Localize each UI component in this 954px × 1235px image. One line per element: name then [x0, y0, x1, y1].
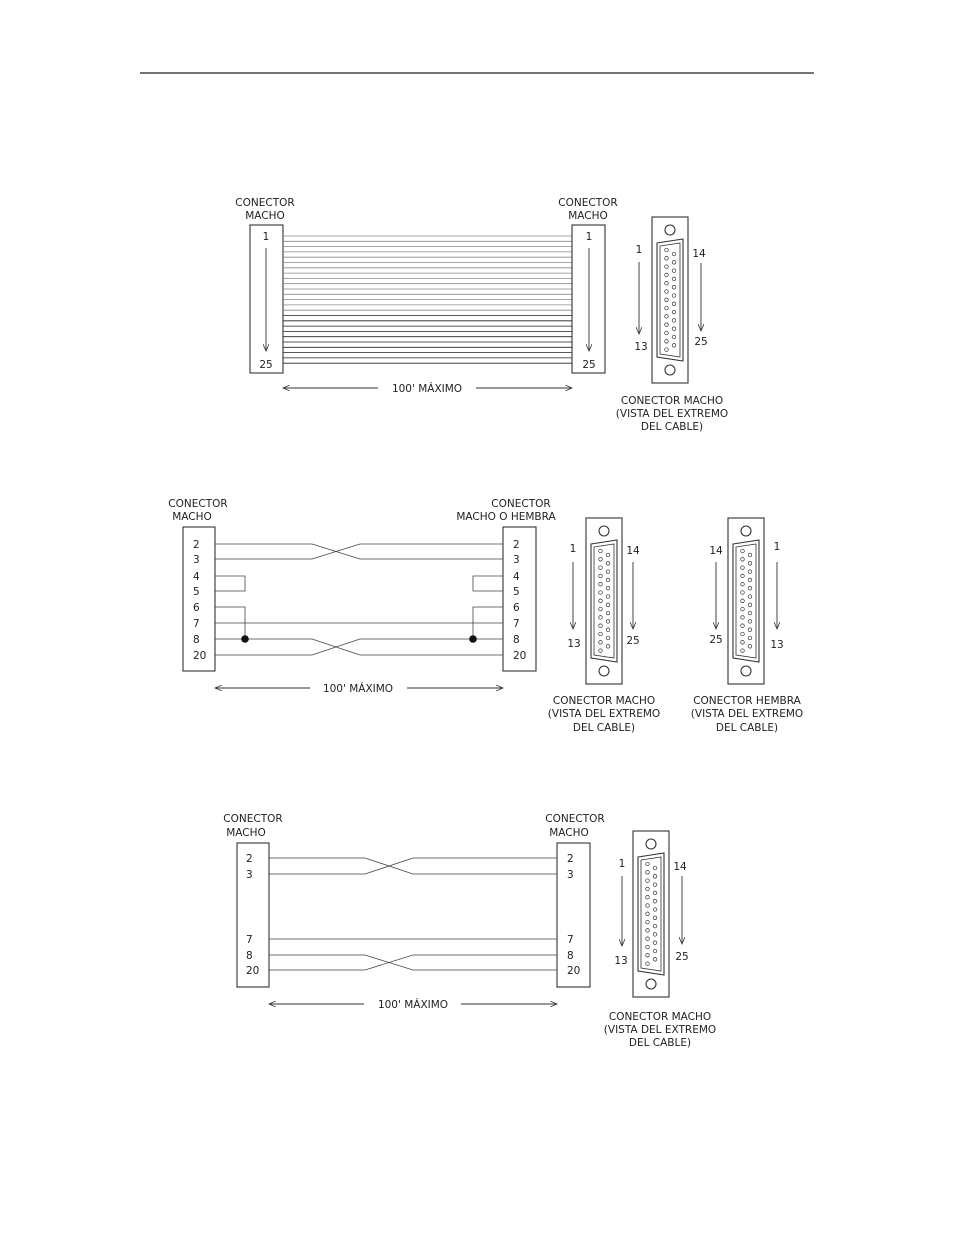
d2-length-label: 100' MÁXIMO	[322, 683, 394, 695]
d2-male-pin-13: 13	[567, 638, 581, 650]
pin-number-label: 7	[567, 934, 574, 946]
d3-wiring	[269, 858, 557, 970]
d2-male-pin-1: 1	[569, 543, 577, 555]
d1-db25-male-end-view	[652, 217, 688, 383]
d3-end-view-pin-13: 13	[614, 955, 628, 967]
d3-end-view-pin-25: 25	[675, 951, 689, 963]
d2-wire-8-to-20	[215, 639, 503, 655]
d2-female-pin-14: 14	[709, 545, 723, 557]
d3-wire-2-to-3	[269, 858, 557, 874]
d3-wire-20-to-8	[269, 955, 557, 970]
pin-number-label: 3	[193, 554, 200, 566]
d1-end-view-pin-25: 25	[694, 336, 708, 348]
d2-female-pin-1: 1	[773, 541, 781, 553]
d1-length-label: 100' MÁXIMO	[391, 383, 463, 395]
pin-number-label: 8	[567, 950, 574, 962]
pin-number-label: 7	[513, 618, 520, 630]
d1-end-view-pin-1: 1	[635, 244, 643, 256]
d3-wire-8-to-20	[269, 955, 557, 970]
d1-right-pin-end: 25	[582, 359, 596, 371]
d2-left-loop-4-5	[215, 576, 245, 591]
d2-left-connector-label-1: CONECTOR	[168, 498, 228, 510]
d3-end-view-pin-1: 1	[618, 858, 626, 870]
d3-caption-3: DEL CABLE)	[628, 1037, 692, 1049]
d3-caption-2: (VISTA DEL EXTREMO	[603, 1024, 717, 1036]
pin-number-label: 3	[246, 869, 253, 881]
d1-left-connector-label-1: CONECTOR	[235, 197, 295, 209]
d2-female-pin-25: 25	[709, 634, 723, 646]
d2-left-junction-dot	[241, 635, 249, 643]
d1-right-connector-label-1: CONECTOR	[558, 197, 618, 209]
d3-wire-3-to-2	[269, 858, 557, 874]
d2-db25-female-end-view	[728, 518, 764, 684]
d1-caption-2: (VISTA DEL EXTREMO	[615, 408, 729, 420]
d1-right-connector-label-2: MACHO	[568, 210, 608, 222]
d3-caption-1: CONECTOR MACHO	[608, 1011, 712, 1023]
d1-right-pin-start: 1	[585, 231, 593, 243]
pin-number-label: 8	[193, 634, 200, 646]
d2-male-caption-2: (VISTA DEL EXTREMO	[547, 708, 661, 720]
diagram-3-null-modem-simple	[223, 813, 716, 1049]
d2-female-caption-3: DEL CABLE)	[715, 722, 779, 734]
d1-left-pin-end: 25	[259, 359, 273, 371]
d2-male-pin-14: 14	[626, 545, 640, 557]
d3-length-label: 100' MÁXIMO	[377, 999, 449, 1011]
d3-db25-male-end-view	[633, 831, 669, 997]
d3-end-view-pin-14: 14	[673, 861, 687, 873]
d2-male-caption-1: CONECTOR MACHO	[552, 695, 656, 707]
pin-number-label: 2	[567, 853, 574, 865]
d2-wiring	[215, 544, 503, 655]
d3-left-connector-label-1: CONECTOR	[223, 813, 283, 825]
d3-right-connector-label-1: CONECTOR	[545, 813, 605, 825]
d2-right-loop-4-5	[473, 576, 503, 591]
d2-female-caption-1: CONECTOR HEMBRA	[693, 695, 801, 707]
pin-number-label: 7	[193, 618, 200, 630]
pin-number-label: 2	[246, 853, 253, 865]
d1-end-view-pin-14: 14	[692, 248, 706, 260]
pin-number-label: 6	[513, 602, 520, 614]
diagram-1-straight-25-pin	[235, 197, 728, 433]
pin-number-label: 20	[246, 965, 260, 977]
d1-left-pin-start: 1	[262, 231, 270, 243]
d1-left-connector-label-2: MACHO	[245, 210, 285, 222]
pin-number-label: 20	[513, 650, 527, 662]
d1-end-view-pin-13: 13	[634, 341, 648, 353]
d3-left-connector-label-2: MACHO	[226, 827, 266, 839]
d2-db25-male-end-view	[586, 518, 622, 684]
d1-right-connector-body	[572, 225, 605, 373]
d2-female-pin-13: 13	[770, 639, 784, 651]
pin-number-label: 20	[567, 965, 581, 977]
d2-wire-3-to-2	[215, 544, 503, 559]
pin-number-label: 4	[513, 571, 520, 583]
pin-number-label: 2	[513, 539, 520, 551]
d2-female-caption-2: (VISTA DEL EXTREMO	[690, 708, 804, 720]
pin-number-label: 3	[567, 869, 574, 881]
pin-number-label: 20	[193, 650, 207, 662]
pin-number-label: 2	[193, 539, 200, 551]
d2-wire-20-to-8	[215, 639, 503, 655]
d2-male-pin-25: 25	[626, 635, 640, 647]
pin-number-label: 5	[513, 586, 520, 598]
d1-ribbon-wires	[283, 236, 572, 363]
pin-number-label: 8	[513, 634, 520, 646]
pin-number-label: 5	[193, 586, 200, 598]
d1-caption-1: CONECTOR MACHO	[620, 395, 724, 407]
diagram-2-null-modem-handshake	[168, 498, 803, 734]
d1-left-connector-body	[250, 225, 283, 373]
pin-number-label: 3	[513, 554, 520, 566]
pin-number-label: 7	[246, 934, 253, 946]
d2-right-junction-dot	[469, 635, 477, 643]
pin-number-label: 4	[193, 571, 200, 583]
pin-number-label: 6	[193, 602, 200, 614]
d3-right-connector-label-2: MACHO	[549, 827, 589, 839]
d1-caption-3: DEL CABLE)	[640, 421, 704, 433]
d2-left-connector-label-2: MACHO	[172, 511, 212, 523]
d2-right-connector-label-2: MACHO O HEMBRA	[456, 511, 556, 523]
d2-right-connector-label-1: CONECTOR	[491, 498, 551, 510]
pin-number-label: 8	[246, 950, 253, 962]
d2-male-caption-3: DEL CABLE)	[572, 722, 636, 734]
d2-wire-2-to-3	[215, 544, 503, 559]
